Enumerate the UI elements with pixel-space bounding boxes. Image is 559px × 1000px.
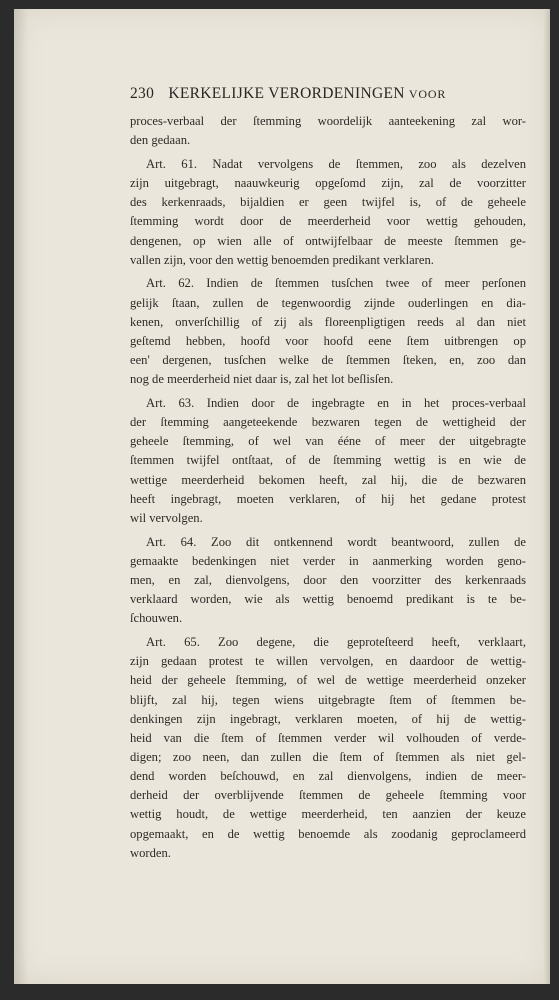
text-line: gemaakte bedenkingen niet verder in aanmerking worden geno- [130, 553, 526, 568]
text-line: digen; zoo neen, dan zullen die ſtem of ſtemmen als niet gel- [130, 749, 526, 764]
text-line: dend worden beſchouwd, en zal dienvolgens, indien de meer- [130, 769, 526, 784]
text-line: den gedaan. [130, 133, 191, 148]
paragraph [130, 274, 526, 389]
text-line: heid der geheele ſtemming, of wel de wettige meerderheid onzeker [130, 673, 526, 688]
text-line: proces-verbaal der ſtemming woordelijk aanteekening zal wor- [130, 114, 526, 128]
text-line: wil vervolgen. [130, 510, 203, 525]
text-line: ſchouwen. [130, 611, 183, 626]
running-header [130, 85, 530, 103]
running-title-end: VOOR [408, 87, 447, 101]
text-line: opgemaakt, en de wettig benoemde als zoodanig geproclameerd [130, 826, 526, 841]
text-line: Art. 64. Zoo dit ontkennend wordt beantwoord, zullen de [146, 534, 526, 549]
paragraph [130, 155, 526, 270]
text-line: men, en zal, dienvolgens, door den voorzitter des kerkenraads [130, 572, 526, 587]
text-line: der ſtemming aangeteekende bezwaren tegen de wettigheid der [130, 415, 526, 430]
text-line: Art. 63. Indien door de ingebragte en in het proces-verbaal [146, 395, 526, 410]
text-line: zijn uitgebragt, naauwkeurig opgeſomd zijn, zal de voorzitter [130, 176, 526, 191]
text-line: geſtemd hebben, hoofd voor hoofd eene ſtem uitbrengen op [130, 333, 526, 348]
text-line: vallen zijn, voor den wettig benoemden predikant verklaren. [130, 252, 434, 267]
text-line: Art. 61. Nadat vervolgens de ſtemmen, zoo als dezelven [146, 156, 526, 171]
text-line: wettige meerderheid bekomen heeft, zal hij, die de bezwaren [130, 472, 526, 487]
text-line: ſtemming wordt door de meerderheid voor wettig gehouden, [130, 214, 526, 229]
text-line: des kerkenraads, bijaldien er geen twijfel is, of de geheele [130, 195, 526, 210]
text-line: zijn gedaan protest te willen vervolgen, en daardoor de wettig- [130, 654, 526, 669]
paragraph [130, 533, 526, 629]
paragraph [130, 633, 526, 863]
paragraph [130, 394, 526, 528]
text-line: derheid der overblijvende ſtemmen de geheele ſtemming voor [130, 788, 526, 803]
text-line: Art. 65. Zoo degene, die geproteſteerd heeft, verklaart, [146, 635, 526, 650]
page-number: 230 [130, 85, 155, 102]
text-line: blijft, zal hij, tegen wiens uitgebragte ſtem of ſtemmen be- [130, 692, 526, 707]
text-line: heid van die ſtem of ſtemmen verder wil volhouden of verde- [130, 730, 526, 745]
text-line: denkingen zijn ingebragt, verklaren moeten, of hij de wettig- [130, 711, 526, 726]
text-line: heeft ingebragt, moeten verklaren, of hij het gedane protest [130, 491, 526, 506]
paragraph [130, 112, 526, 150]
body-text [130, 112, 526, 868]
text-line: nog de meerderheid niet daar is, zal het lot beſlisſen. [130, 372, 394, 387]
text-line: ſtemmen twijfel ontſtaat, of de ſtemming wettig is en wie de [130, 453, 526, 468]
text-line: een' dergenen, tusſchen welke de ſtemmen ſteken, en, zoo dan [130, 353, 526, 368]
text-line: wettig houdt, de wettige meerderheid, ten aanzien der keuze [130, 807, 526, 822]
page-edge [544, 9, 550, 984]
text-line: kenen, onverſchillig of zij als floreenpligtigen reeds al dan niet [130, 314, 526, 329]
text-line: geheele ſtemming, of wel van ééne of meer der uitgebragte [130, 434, 526, 449]
text-line: Art. 62. Indien de ſtemmen tusſchen twee of meer perſonen [146, 276, 526, 291]
text-line: dengenen, op wien alle of ontwijfelbaar de meeste ſtemmen ge- [130, 233, 526, 248]
book-page [14, 9, 550, 984]
running-title: KERKELIJKE VERORDENINGEN [168, 85, 405, 102]
text-line: gelijk ſtaan, zullen de tegenwoordig zijnde ouderlingen en dia- [130, 295, 526, 310]
text-line: worden. [130, 845, 171, 860]
text-line: verklaard worden, wie als wettig benoemd predikant is te be- [130, 592, 526, 607]
